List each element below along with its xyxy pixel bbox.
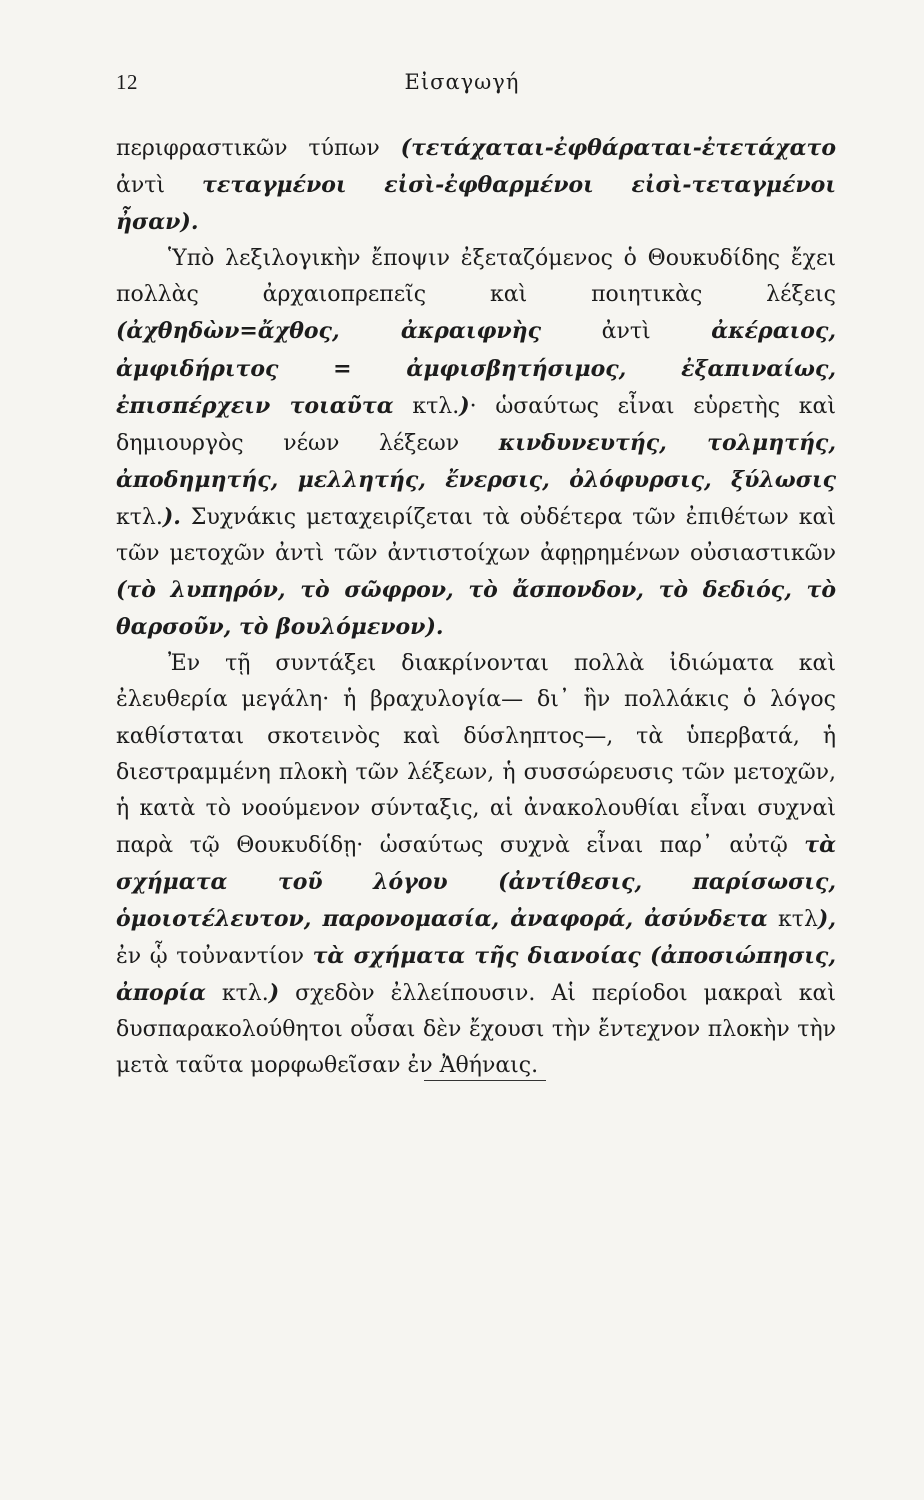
example-term: τεταγμένοι εἰσὶ-ἐφθαρμένοι εἰσὶ-τεταγμένοι ἦσαν).	[116, 172, 836, 236]
example-term: )	[459, 392, 470, 419]
example-term: )	[268, 980, 280, 1007]
example-term: (ἀχθηδὼν=ἄχθος, ἀκραιφνὴς	[116, 318, 542, 345]
end-rule	[424, 1080, 546, 1081]
text-run: κτλ	[767, 906, 818, 932]
text-run: κτλ.	[116, 504, 163, 530]
example-term: κινδυνευτής, τολμητής, ἀποδημητής, μελλητής, ἔνερσις, ὀλόφυρσις, ξύλωσις	[116, 429, 836, 493]
running-title: Εἰσαγωγή	[404, 70, 520, 94]
text-run: Συχνάκις μεταχειρίζεται τὰ οὐδέτερα τῶν ἐπιθέτων καὶ τῶν μετοχῶν ἀντὶ τῶν ἀντιστοίχων ἀφῃρημένων οὐσιαστικῶν	[116, 504, 836, 567]
text-run: · ὡσαύτως εἶναι εὑρετὴς καὶ δημιουργὸς νέων λέξεων	[116, 393, 836, 456]
text-run: περιφραστικῶν τύπων	[116, 136, 401, 161]
example-term: τὰ σχήματα τοῦ λόγου (ἀντίθεσις, παρίσωσις, ὁμοιοτέλευτον, παρονομασία, ἀναφορά, ἀσύνδετα	[116, 831, 836, 932]
example-term: ).	[162, 503, 181, 530]
body-text	[116, 130, 836, 1084]
text-run: κτλ.	[393, 393, 460, 419]
text-run: ἀντὶ	[116, 173, 203, 199]
example-term: (τὸ λυπηρόν, τὸ σῶφρον, τὸ ἄσπονδον, τὸ δεδιός, τὸ θαρσοῦν, τὸ βουλόμενον).	[116, 577, 836, 641]
text-run: Ἐν τῇ συντάξει διακρίνονται πολλὰ ἰδιώματα καὶ ἐλευθερία μεγάλη· ἡ βραχυλογία— δι᾽ ἣν πολλάκις ὁ λόγος καθίσταται σκοτεινὸς καὶ δύσληπτος—, τὰ ὑπερβατά, ἡ διεστραμμένη πλοκὴ τῶν λέξεων, ἡ συσσώρευσις τῶν μετοχῶν, ἡ κατὰ τὸ νοούμενον σύνταξις, αἱ ἀνακολουθίαι εἶναι συχναὶ παρὰ τῷ Θουκυδίδῃ· ὡσαύτως συχνὰ εἶναι παρ᾽ αὐτῷ	[116, 651, 836, 858]
text-run: ἀντὶ	[541, 319, 712, 345]
example-term: (τετάχαται-ἐφθάραται-ἐτετάχατο	[400, 135, 836, 161]
text-run: σχεδὸν ἐλλείπουσιν. Αἱ περίοδοι μακραὶ καὶ δυσπαρακολούθητοι οὖσαι δὲν ἔχουσι τὴν ἔντεχνον πλοκὴν τὴν μετὰ ταῦτα μορφωθεῖσαν ἐν Ἀθήναις.	[116, 981, 836, 1079]
text-run: ἐν ᾧ τοὐναντίον	[116, 944, 313, 970]
example-term: τὰ σχήματα τῆς διανοίας (ἀποσιώπησις, ἀπορία	[116, 943, 836, 1007]
example-term: ),	[817, 905, 836, 932]
text-run: Ὑπὸ λεξιλογικὴν ἔποψιν ἐξεταζόμενος ὁ Θουκυδίδης ἔχει πολλὰς ἀρχαιοπρεπεῖς καὶ ποιητικὰς λέξεις	[116, 246, 836, 308]
paragraph	[116, 130, 836, 241]
example-term: ἀκέραιος, ἀμφιδήριτος = ἀμφισβητήσιμος, ἐξαπιναίως, ἐπισπέρχειν τοιαῦτα	[116, 318, 836, 419]
page-number: 12	[116, 70, 138, 94]
text-run: κτλ.	[205, 981, 269, 1007]
paragraph	[116, 241, 836, 646]
paragraph	[116, 646, 836, 1084]
